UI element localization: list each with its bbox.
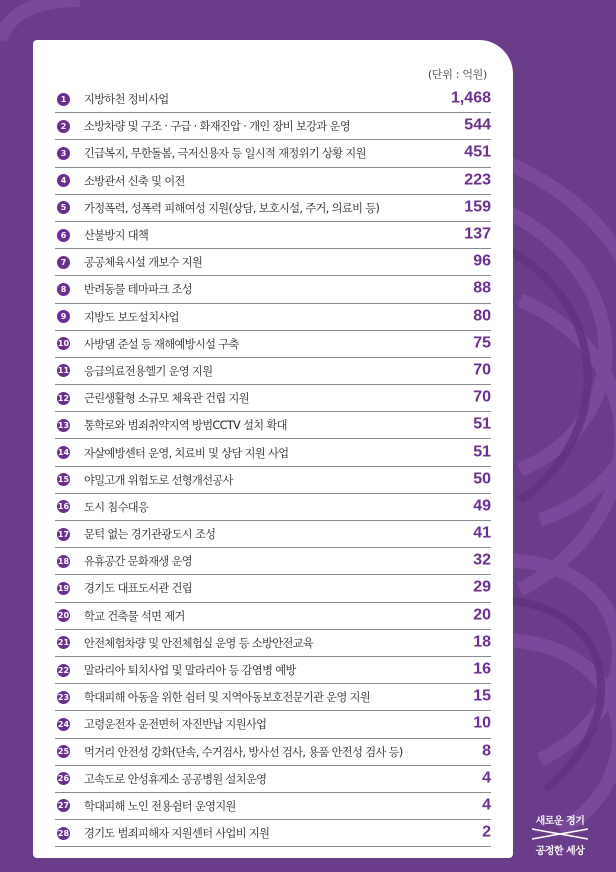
item-value: 70 [473,388,491,406]
list-item [55,222,491,249]
list-item [55,168,491,195]
item-value: 32 [473,551,491,569]
item-value: 51 [473,443,491,461]
item-label: 응급의료전용헬기 운영 지원 [84,364,213,378]
item-value: 15 [473,687,491,705]
list-item [55,521,491,548]
list-item [55,575,491,602]
item-value: 8 [482,742,491,760]
item-label: 소방차량 및 구조 · 구급 · 화재진압 · 개인 장비 보강과 운영 [84,120,350,134]
item-value: 20 [473,606,491,624]
item-label: 산불방지 대책 [84,229,149,243]
item-number-badge: 14 [57,448,70,458]
slogan-logo [528,808,592,858]
item-number-badge: 21 [57,638,70,648]
item-label: 학교 건축물 석면 제거 [84,609,185,623]
list-item [55,684,491,711]
item-value: 51 [473,415,491,433]
budget-item-list [55,86,491,847]
item-number-badge: 2 [57,120,70,133]
item-label: 고령운전자 운전면허 자진반납 지원사업 [84,718,267,732]
item-label: 사방댐 준설 등 재해예방시설 구축 [84,337,239,351]
item-number-badge: 24 [57,719,70,729]
list-item [55,358,491,385]
list-item [55,140,491,167]
item-label: 자살예방센터 운영, 치료비 및 상담 지원 사업 [84,446,289,460]
item-number-badge: 25 [57,747,70,757]
item-value: 29 [473,579,491,597]
item-label: 소방관서 신축 및 이전 [84,174,185,188]
slogan-arrow-mark [530,827,590,841]
item-number-badge: 5 [57,201,70,214]
item-value: 50 [473,470,491,488]
item-number-badge: 17 [57,529,70,539]
item-label: 가정폭력, 성폭력 피해여성 지원(상담, 보호시설, 주거, 의료비 등) [84,201,380,215]
item-number-badge: 26 [57,774,70,784]
list-item [55,548,491,575]
item-label: 야밀고개 위험도로 선형개선공사 [84,473,233,487]
item-number-badge: 9 [57,310,70,323]
item-number-badge: 20 [57,611,70,621]
item-number-badge: 16 [57,502,70,512]
list-item [55,86,491,113]
list-item [55,385,491,412]
item-label: 유휴공간 문화재생 운영 [84,555,192,569]
item-label: 반려동물 테마파크 조성 [84,283,192,297]
item-number-badge: 7 [57,256,70,269]
item-number-badge: 27 [57,801,70,811]
item-label: 공공체육시설 개보수 지원 [84,256,203,270]
item-value: 2 [482,823,491,841]
item-value: 223 [464,171,491,189]
list-item [55,276,491,303]
item-label: 긴급복지, 무한돌봄, 극저신용자 등 일시적 재정위기 상황 지원 [84,147,366,161]
item-label: 학대피해 노인 전용쉼터 운영지원 [84,799,236,813]
item-label: 학대피해 아동을 위한 쉼터 및 지역아동보호전문기관 운영 지원 [84,691,371,705]
item-label: 경기도 대표도서관 건립 [84,582,192,596]
item-label: 문턱 없는 경기관광도시 조성 [84,528,216,542]
content-card [33,40,513,858]
item-value: 75 [473,334,491,352]
item-number-badge: 10 [57,339,70,349]
item-label: 지방도 보도설치사업 [84,310,179,324]
item-number-badge: 22 [57,665,70,675]
list-item [55,630,491,657]
list-item [55,412,491,439]
item-value: 4 [482,769,491,787]
item-value: 88 [473,280,491,298]
list-item [55,793,491,820]
item-value: 4 [482,796,491,814]
list-item [55,739,491,766]
item-label: 도시 침수대응 [84,500,149,514]
item-label: 말라리아 퇴치사업 및 말라리아 등 감염병 예방 [84,664,296,678]
item-number-badge: 15 [57,475,70,485]
list-item [55,249,491,276]
item-label: 먹거리 안전성 강화(단속, 수거검사, 방사선 검사, 용품 안전성 검사 등) [84,745,403,759]
item-value: 451 [464,144,491,162]
item-number-badge: 23 [57,692,70,702]
item-label: 통학로와 범죄취약지역 방범CCTV 설치 확대 [84,419,287,433]
item-label: 안전체험차량 및 안전체험실 운영 등 소방안전교육 [84,636,314,650]
list-item [55,467,491,494]
list-item [55,195,491,222]
item-value: 544 [464,116,491,134]
list-item [55,331,491,358]
item-number-badge: 4 [57,174,70,187]
item-number-badge: 19 [57,583,70,593]
list-item [55,820,491,847]
item-number-badge: 6 [57,229,70,242]
list-item [55,304,491,331]
item-label: 고속도로 안성휴게소 공공병원 설치운영 [84,772,267,786]
item-number-badge: 11 [57,366,70,376]
item-value: 70 [473,361,491,379]
list-item [55,113,491,140]
item-value: 1,468 [450,89,491,107]
item-value: 159 [464,198,491,216]
item-value: 96 [473,252,491,270]
unit-note: (단위 : 억원) [427,68,487,81]
slogan-bottom-text: 공정한 세상 [535,846,585,857]
item-number-badge: 1 [57,93,70,106]
item-value: 18 [473,633,491,651]
item-label: 근린생활형 소규모 체육관 건립 지원 [84,392,249,406]
list-item [55,657,491,684]
item-number-badge: 28 [57,828,70,838]
item-value: 41 [473,524,491,542]
item-number-badge: 18 [57,556,70,566]
item-value: 137 [464,225,491,243]
list-item [55,494,491,521]
item-value: 49 [473,497,491,515]
list-item [55,766,491,793]
item-number-badge: 13 [57,420,70,430]
item-number-badge: 3 [57,147,70,160]
item-label: 경기도 범죄피해자 지원센터 사업비 지원 [84,827,270,841]
item-number-badge: 12 [57,393,70,403]
item-number-badge: 8 [57,283,70,296]
slogan-top-text: 새로운 경기 [535,816,585,827]
item-value: 10 [473,715,491,733]
list-item [55,439,491,466]
item-value: 16 [473,660,491,678]
list-item [55,603,491,630]
list-item [55,711,491,738]
item-label: 지방하천 정비사업 [84,93,169,107]
item-value: 80 [473,307,491,325]
